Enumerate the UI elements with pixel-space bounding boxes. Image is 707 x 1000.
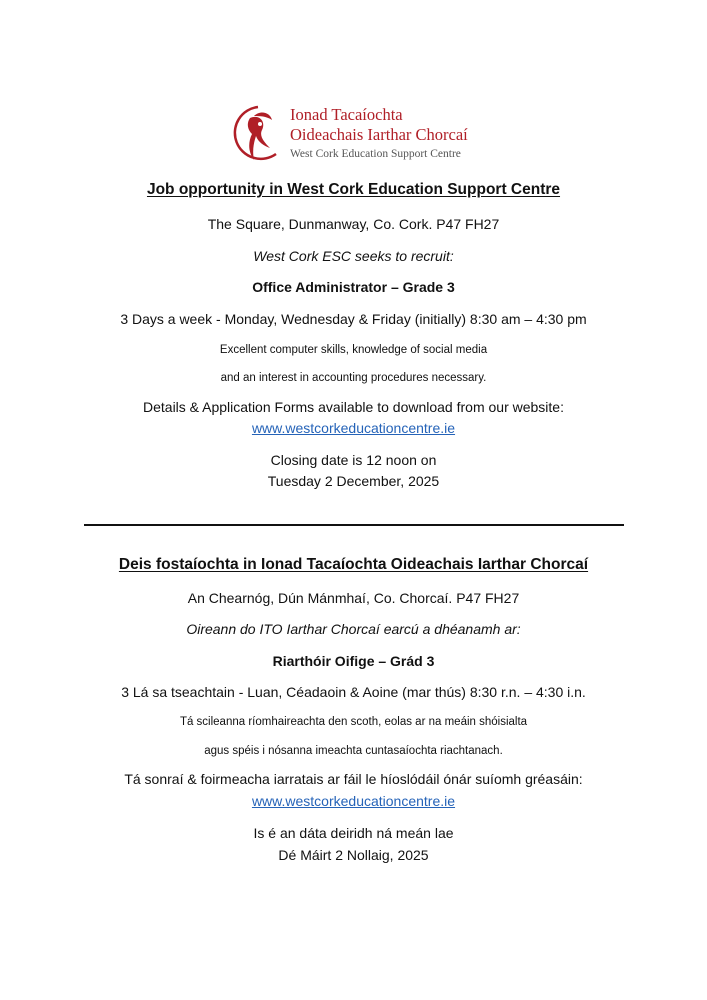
english-closing-line2: Tuesday 2 December, 2025 [267, 473, 440, 489]
centre-emblem-icon [230, 104, 288, 164]
english-skills-line2: and an interest in accounting procedures necessary. [220, 372, 487, 384]
irish-skills-line1: Tá scileanna ríomhaireachta den scoth, eolas ar na meáin shóisialta [179, 716, 528, 728]
irish-closing-line1: Is é an dáta deiridh ná meán lae [253, 825, 454, 841]
irish-schedule: 3 Lá sa tseachtain - Luan, Céadaoin & Aoine (mar thús) 8:30 r.n. – 4:30 i.n. [121, 684, 586, 700]
irish-recruit-text: Oireann do ITO Iarthar Chorcaí earcú a dhéanamh ar: [186, 621, 521, 637]
irish-website-row [0, 792, 707, 810]
section-divider [84, 524, 624, 526]
english-skills-line1: Excellent computer skills, knowledge of social media [219, 344, 488, 356]
irish-closing-line2: Dé Máirt 2 Nollaig, 2025 [278, 847, 429, 863]
english-position-title: Office Administrator – Grade 3 [252, 279, 455, 295]
irish-skills-line2: agus spéis i nósanna imeachta cuntasaíochta riachtanach. [204, 745, 503, 757]
english-details: Details & Application Forms available to download from our website: [143, 399, 564, 415]
english-website-row [0, 419, 707, 437]
irish-details: Tá sonraí & foirmeacha iarratais ar fáil le híoslódáil ónár suíomh gréasáin: [124, 771, 583, 787]
centre-logo [230, 104, 490, 166]
irish-address: An Chearnóg, Dún Mánmhaí, Co. Chorcaí. P47 FH27 [187, 590, 520, 606]
english-closing-line1: Closing date is 12 noon on [270, 452, 437, 468]
irish-heading: Deis fostaíochta in Ionad Tacaíochta Oideachais Iarthar Chorcaí [118, 556, 589, 573]
english-address: The Square, Dunmanway, Co. Cork. P47 FH27 [207, 216, 500, 232]
irish-position-title: Riarthóir Oifige – Grád 3 [272, 653, 435, 669]
english-schedule: 3 Days a week - Monday, Wednesday & Friday (initially) 8:30 am – 4:30 pm [120, 311, 587, 327]
logo-title-line2: Oideachais Iarthar Chorcaí [290, 125, 468, 144]
irish-website-link[interactable]: www.westcorkeducationcentre.ie [251, 793, 456, 809]
english-recruit-text: West Cork ESC seeks to recruit: [253, 248, 454, 264]
logo-subtitle: West Cork Education Support Centre [290, 148, 461, 160]
english-website-link[interactable]: www.westcorkeducationcentre.ie [251, 420, 456, 436]
english-heading: Job opportunity in West Cork Education Support Centre [146, 181, 561, 198]
logo-title-line1: Ionad Tacaíochta [290, 105, 403, 124]
